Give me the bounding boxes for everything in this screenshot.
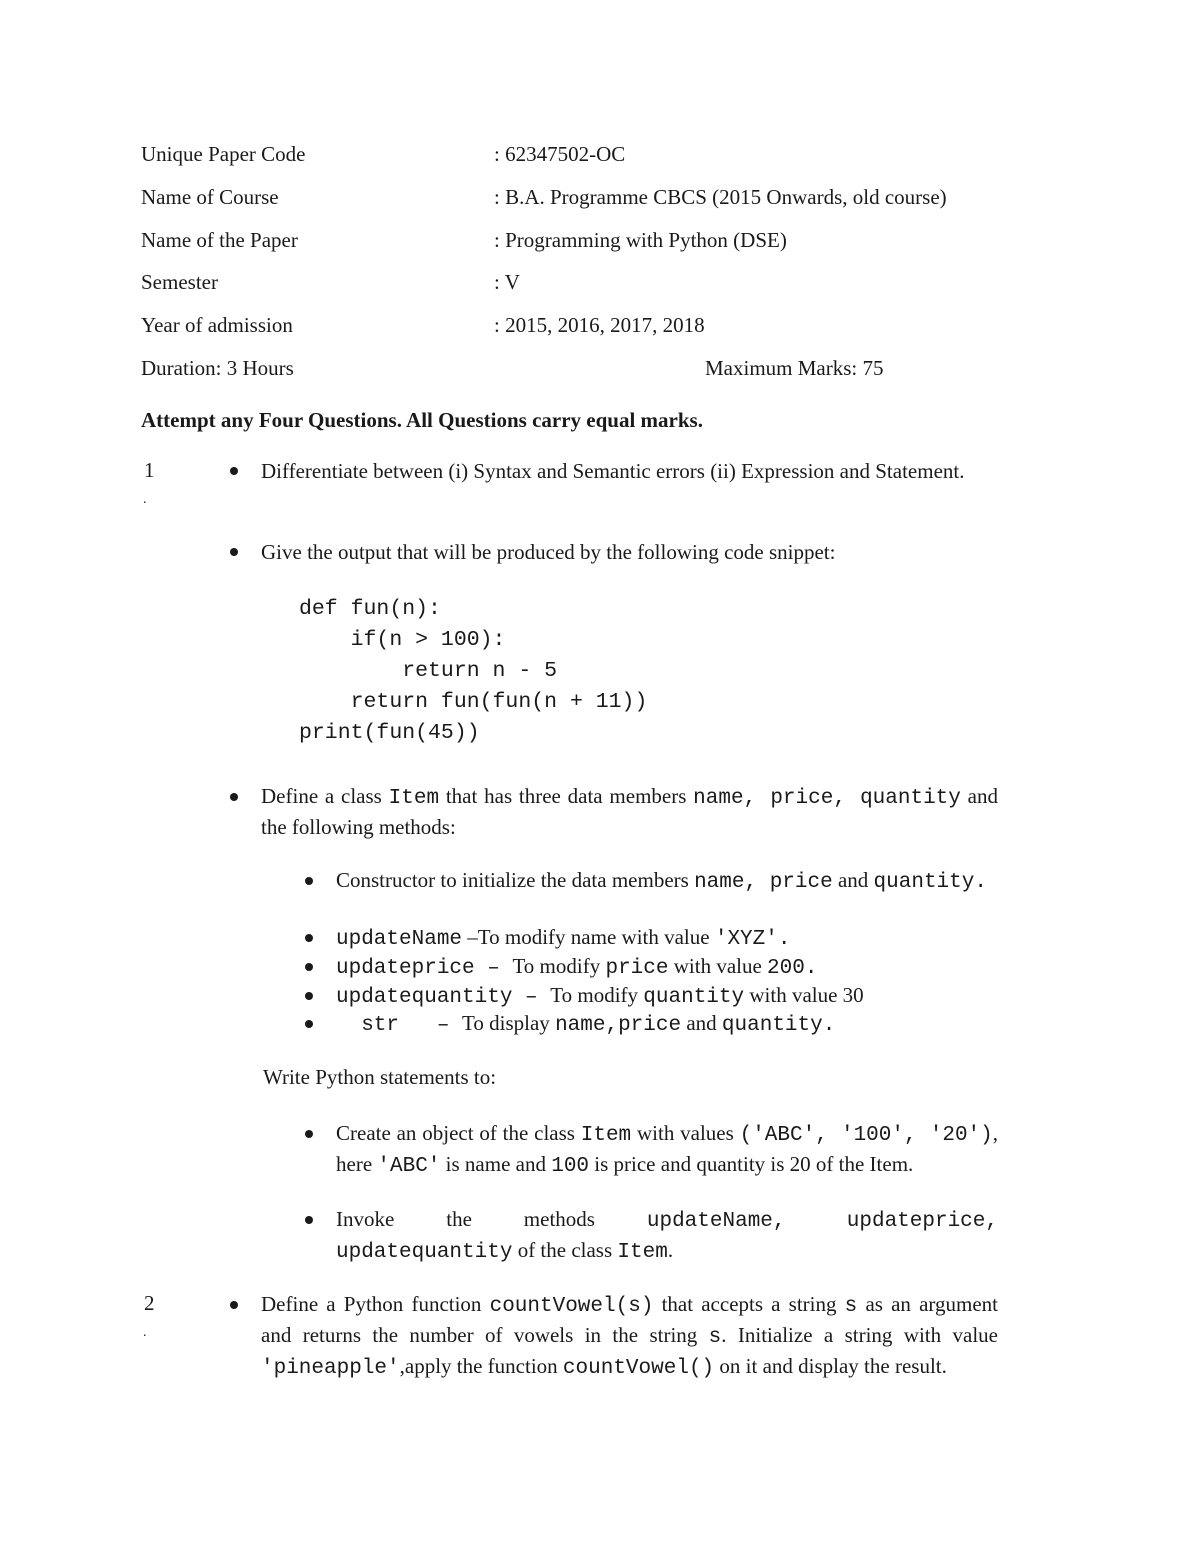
question-2-dot: . <box>143 1325 147 1340</box>
code-line: print(fun(45)) <box>299 721 480 745</box>
maximum-marks: Maximum Marks: 75 <box>705 356 884 380</box>
bullet-icon <box>305 1216 313 1224</box>
semester-value: : V <box>494 270 520 294</box>
question-1-dot: . <box>143 492 147 507</box>
method-updateprice: updateprice – To modify price with value 200. <box>336 954 818 980</box>
bullet-icon <box>305 1130 313 1138</box>
bullet-icon <box>230 548 238 556</box>
bullet-icon <box>230 1301 238 1309</box>
question-1-part-3: Define a class Item that has three data members name, price, quantity and the following methods: <box>261 784 998 839</box>
code-line: if(n > 100): <box>299 628 506 652</box>
paper-name-value: : Programming with Python (DSE) <box>494 228 787 252</box>
bullet-icon <box>305 934 313 942</box>
instructions-heading: Attempt any Four Questions. All Questions carry equal marks. <box>141 408 703 432</box>
write-intro: Write Python statements to: <box>263 1065 497 1089</box>
semester-label: Semester <box>141 270 218 294</box>
code-line: def fun(n): <box>299 597 441 621</box>
question-1-part-1: Differentiate between (i) Syntax and Semantic errors (ii) Expression and Statement. <box>261 459 965 483</box>
method-constructor: Constructor to initialize the data members name, price and quantity. <box>336 868 987 894</box>
question-1-part-2: Give the output that will be produced by the following code snippet: <box>261 540 836 564</box>
bullet-icon <box>305 1020 313 1028</box>
bullet-icon <box>230 793 238 801</box>
method-updatename: updateName –To modify name with value 'XYZ'. <box>336 925 791 951</box>
course-name-label: Name of Course <box>141 185 279 209</box>
code-snippet <box>299 594 647 749</box>
method-str: str – To display name,price and quantity. <box>336 1011 836 1037</box>
task-invoke-methods: Invoke the methods updateName, updateprice, updatequantity of the class Item. <box>336 1207 998 1264</box>
duration: Duration: 3 Hours <box>141 356 294 380</box>
paper-name-label: Name of the Paper <box>141 228 298 252</box>
bullet-icon <box>305 992 313 1000</box>
admission-year-value: : 2015, 2016, 2017, 2018 <box>494 313 705 337</box>
task-create-object: Create an object of the class Item with values ('ABC', '100', '20'), here 'ABC' is name and 100 is price and quantity is 20 of the Item. <box>336 1121 999 1178</box>
paper-code-value: : 62347502-OC <box>494 142 626 166</box>
code-line: return fun(fun(n + 11)) <box>299 690 648 714</box>
bullet-icon <box>230 467 238 475</box>
course-name-value: : B.A. Programme CBCS (2015 Onwards, old course) <box>494 185 947 209</box>
method-updatequantity: updatequantity – To modify quantity with value 30 <box>336 983 864 1009</box>
bullet-icon <box>305 963 313 971</box>
question-2-number: 2 <box>144 1291 155 1315</box>
code-line: return n - 5 <box>299 659 558 683</box>
question-1-number: 1 <box>144 458 155 482</box>
question-2-text: Define a Python function countVowel(s) that accepts a string s as an argument and returns the number of vowels in the string s. Initialize a string with value 'pineapple',apply the function countVowel() on it and display the result. <box>261 1292 999 1380</box>
bullet-icon <box>305 877 313 885</box>
paper-code-label: Unique Paper Code <box>141 142 306 166</box>
admission-year-label: Year of admission <box>141 313 293 337</box>
